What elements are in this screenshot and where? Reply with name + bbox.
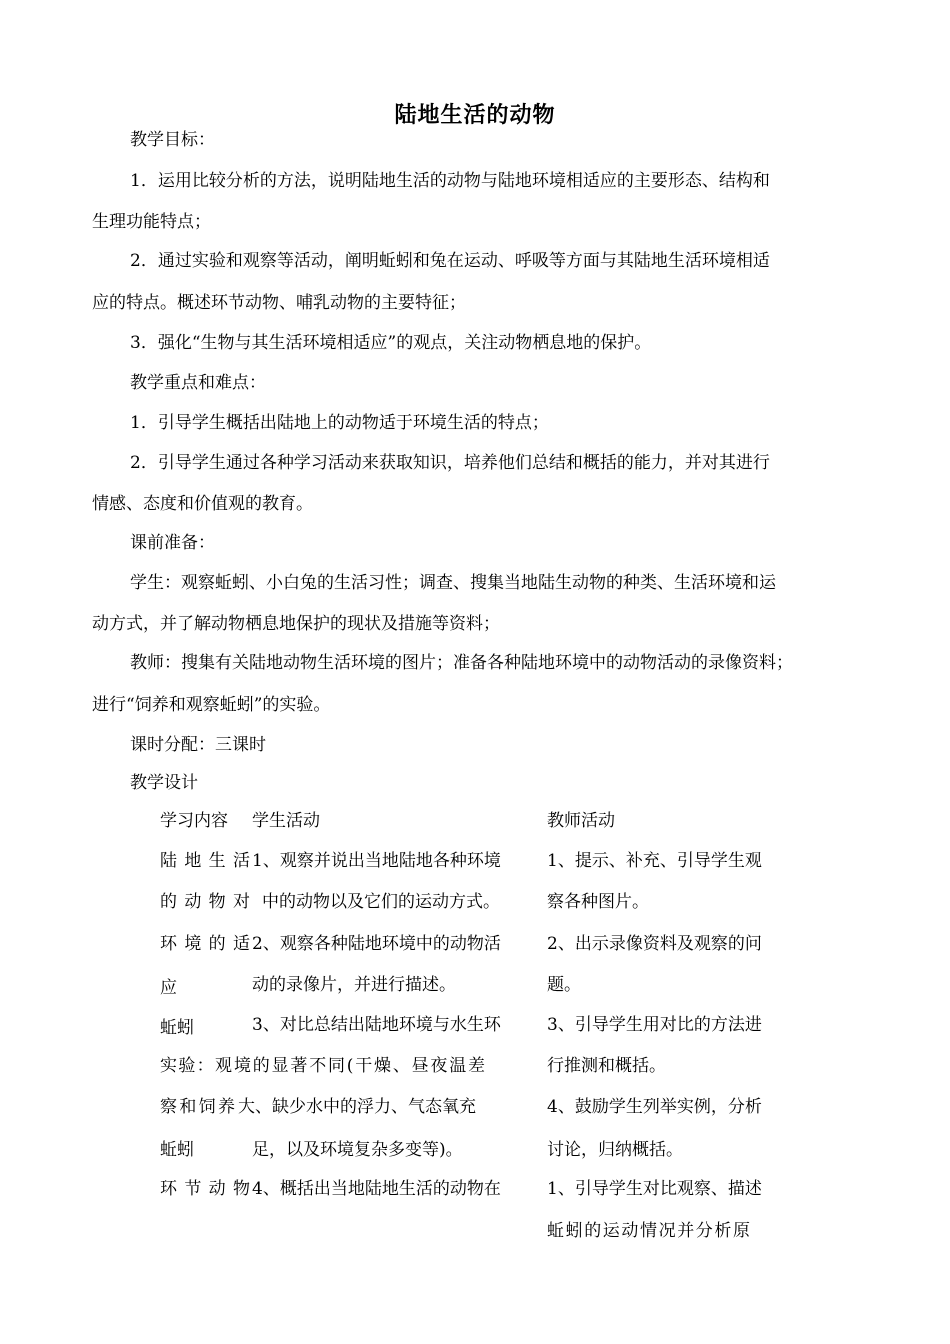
table-header-student: 学生活动 [252, 811, 320, 831]
content-cell: 的动物对 [160, 892, 250, 912]
teacher-activity-line: 蚯蚓的运动情况并分析原 [547, 1221, 752, 1241]
teacher-activity-line: 讨论，归纳概括。 [547, 1140, 683, 1160]
student-activity-line: 1、观察并说出当地陆地各种环境 [252, 851, 501, 871]
content-cell: 蚯蚓 [160, 1018, 194, 1038]
teacher-activity-line: 3、引导学生用对比的方法进 [547, 1015, 762, 1035]
content-cell: 陆地生活 [160, 851, 250, 871]
student-activity-line: 境的显著不同(干燥、昼夜温差 [234, 1056, 487, 1076]
objective-1-line-2: 生理功能特点； [92, 212, 211, 232]
table-header-teacher: 教师活动 [547, 811, 615, 831]
content-cell: 环节动物 [160, 1179, 250, 1199]
teacher-activity-line: 行推测和概括。 [547, 1056, 666, 1076]
preparation-heading: 课前准备： [130, 533, 215, 553]
preparation-student-line-1: 学生：观察蚯蚓、小白兔的生活习性；调查、搜集当地陆生动物的种类、生活环境和运 [130, 573, 776, 593]
student-activity-line: 足，以及环境复杂多变等)。 [252, 1140, 463, 1160]
student-activity-line: 2、观察各种陆地环境中的动物活 [252, 934, 501, 954]
teacher-activity-line: 1、提示、补充、引导学生观 [547, 851, 762, 871]
teacher-activity-line: 4、鼓励学生列举实例，分析 [547, 1097, 762, 1117]
objective-1-line-1: 1．运用比较分析的方法，说明陆地生活的动物与陆地环境相适应的主要形态、结构和 [130, 171, 770, 191]
objective-2-line-2: 应的特点。概述环节动物、哺乳动物的主要特征； [92, 293, 466, 313]
content-cell: 蚯蚓 [160, 1140, 194, 1160]
objective-2-line-1: 2．通过实验和观察等活动，阐明蚯蚓和兔在运动、呼吸等方面与其陆地生活环境相适 [130, 251, 770, 271]
objectives-heading: 教学目标： [130, 130, 215, 150]
teacher-activity-line: 2、出示录像资料及观察的问 [547, 934, 762, 954]
student-activity-line: 中的动物以及它们的运动方式。 [262, 892, 500, 912]
content-cell: 实验：观 [160, 1056, 232, 1076]
teacher-activity-line: 察各种图片。 [547, 892, 649, 912]
content-cell: 环境的适 [160, 934, 250, 954]
student-activity-line: 3、对比总结出陆地环境与水生环 [252, 1015, 501, 1035]
key-point-1: 1．引导学生概括出陆地上的动物适于环境生活的特点； [130, 413, 549, 433]
student-activity-line: 大、缺少水中的浮力、气态氧充 [238, 1097, 476, 1117]
content-cell: 察和饲养 [160, 1097, 235, 1117]
preparation-teacher-line-1: 教师：搜集有关陆地动物生活环境的图片；准备各种陆地环境中的动物活动的录像资料； [130, 653, 793, 673]
preparation-teacher-line-2: 进行“饲养和观察蚯蚓”的实验。 [92, 695, 331, 715]
page-title: 陆地生活的动物 [394, 103, 556, 128]
key-point-2-line-2: 情感、态度和价值观的教育。 [92, 494, 313, 514]
key-point-2-line-1: 2．引导学生通过各种学习活动来获取知识，培养他们总结和概括的能力，并对其进行 [130, 453, 770, 473]
student-activity-line: 4、概括出当地陆地生活的动物在 [252, 1179, 501, 1199]
preparation-student-line-2: 动方式，并了解动物栖息地保护的现状及措施等资料； [92, 614, 500, 634]
schedule: 课时分配：三课时 [130, 735, 266, 755]
content-cell: 应 [160, 978, 177, 998]
key-points-heading: 教学重点和难点： [130, 373, 266, 393]
objective-3: 3．强化“生物与其生活环境相适应”的观点，关注动物栖息地的保护。 [130, 333, 652, 353]
design-heading: 教学设计 [130, 773, 198, 793]
student-activity-line: 动的录像片，并进行描述。 [252, 975, 456, 995]
table-header-content: 学习内容 [160, 811, 228, 831]
teacher-activity-line: 题。 [547, 975, 581, 995]
teacher-activity-line: 1、引导学生对比观察、描述 [547, 1179, 762, 1199]
